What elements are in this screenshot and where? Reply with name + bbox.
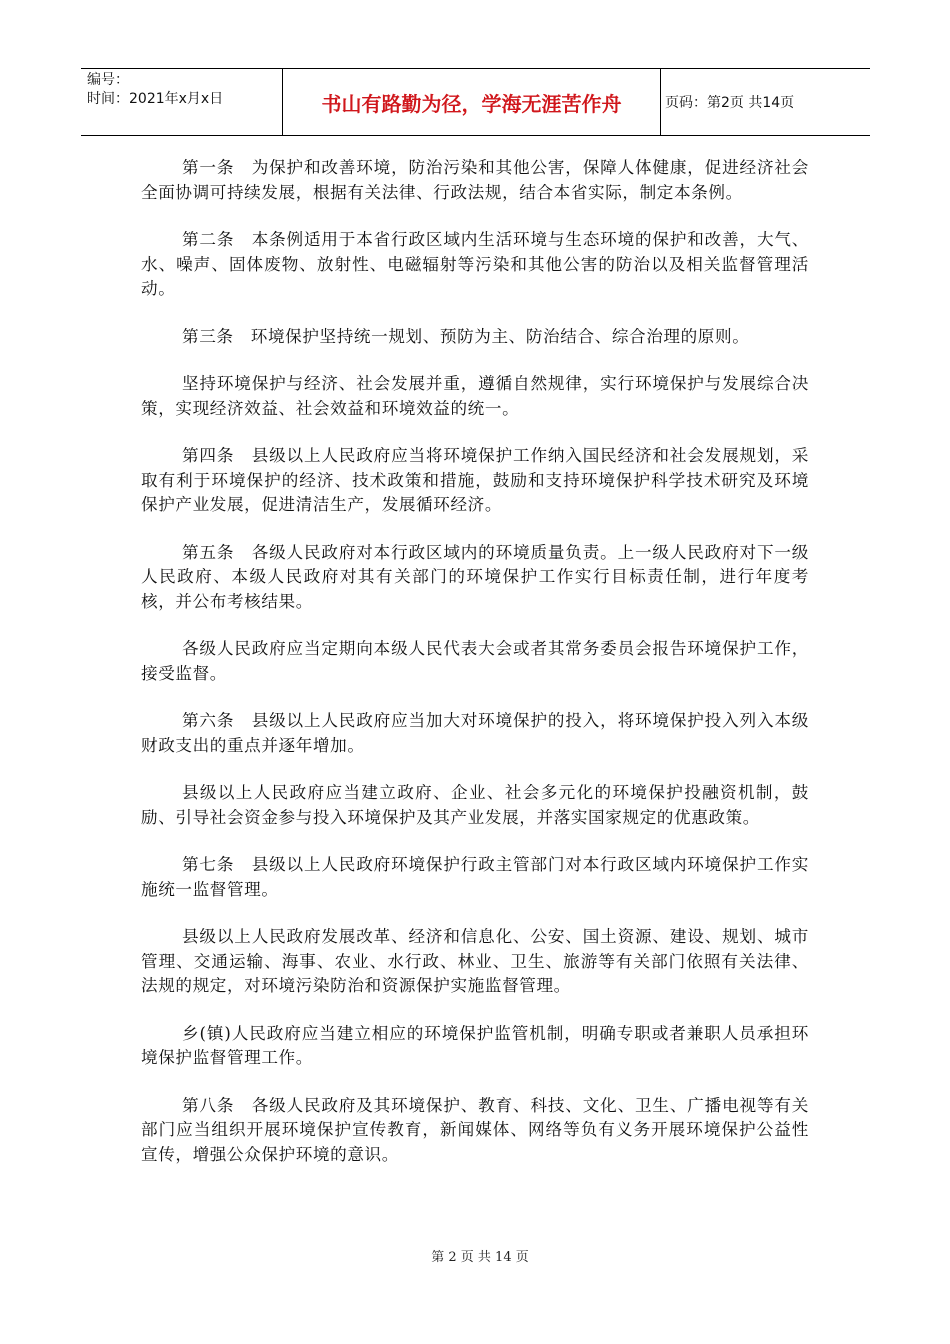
footer-page-number: 第 2 页 共 14 页 bbox=[431, 1250, 529, 1265]
time-label: 时间：2021年x月x日 bbox=[87, 91, 224, 107]
paragraph-article-1: 第一条 为保护和改善环境，防治污染和其他公害，保障人体健康，促进经济社会全面协调可持续发展，根据有关法律、行政法规，结合本省实际，制定本条例。 bbox=[141, 158, 809, 202]
paragraph-article-7-cont-1: 县级以上人民政府发展改革、经济和信息化、公安、国土资源、建设、规划、城市管理、交通运输、海事、农业、水行政、林业、卫生、旅游等有关部门依照有关法律、法规的规定，对环境污染防治和资源保护实施监督管理。 bbox=[141, 927, 809, 995]
header-motto: 书山有路勤为径，学海无涯苦作舟 bbox=[283, 69, 661, 135]
paragraph-article-3-cont: 坚持环境保护与经济、社会发展并重，遵循自然规律，实行环境保护与发展综合决策，实现经济效益、社会效益和环境效益的统一。 bbox=[141, 374, 809, 418]
paragraph-article-5: 第五条 各级人民政府对本行政区域内的环境质量负责。上一级人民政府对下一级人民政府、本级人民政府对其有关部门的环境保护工作实行目标责任制，进行年度考核，并公布考核结果。 bbox=[141, 542, 809, 611]
page-footer bbox=[0, 1246, 950, 1265]
paragraph-article-7: 第七条 县级以上人民政府环境保护行政主管部门对本行政区域内环境保护工作实施统一监督管理。 bbox=[141, 855, 809, 899]
number-label: 编号： bbox=[87, 72, 129, 88]
header-meta bbox=[81, 69, 283, 135]
document-body bbox=[141, 156, 809, 1190]
paragraph-article-5-cont: 各级人民政府应当定期向本级人民代表大会或者其常务委员会报告环境保护工作，接受监督。 bbox=[141, 639, 809, 683]
page-header bbox=[81, 68, 870, 136]
header-page-info: 页码：第2页 共14页 bbox=[665, 95, 795, 111]
paragraph-article-7-cont-2: 乡(镇)人民政府应当建立相应的环境保护监管机制，明确专职或者兼职人员承担环境保护监督管理工作。 bbox=[141, 1023, 809, 1067]
paragraph-article-6: 第六条 县级以上人民政府应当加大对环境保护的投入，将环境保护投入列入本级财政支出的重点并逐年增加。 bbox=[141, 711, 809, 755]
paragraph-article-6-cont: 县级以上人民政府应当建立政府、企业、社会多元化的环境保护投融资机制，鼓励、引导社会资金参与投入环境保护及其产业发展，并落实国家规定的优惠政策。 bbox=[141, 783, 809, 827]
paragraph-article-4: 第四条 县级以上人民政府应当将环境保护工作纳入国民经济和社会发展规划，采取有利于环境保护的经济、技术政策和措施，鼓励和支持环境保护科学技术研究及环境保护产业发展，促进清洁生产，发展循环经济。 bbox=[141, 446, 809, 514]
paragraph-article-3: 第三条 环境保护坚持统一规划、预防为主、防治结合、综合治理的原则。 bbox=[182, 326, 750, 346]
paragraph-article-2: 第二条 本条例适用于本省行政区域内生活环境与生态环境的保护和改善，大气、水、噪声、固体废物、放射性、电磁辐射等污染和其他公害的防治以及相关监督管理活动。 bbox=[141, 230, 809, 298]
paragraph-article-8: 第八条 各级人民政府及其环境保护、教育、科技、文化、卫生、广播电视等有关部门应当组织开展环境保护宣传教育，新闻媒体、网络等负有义务开展环境保护公益性宣传，增强公众保护环境的意识。 bbox=[141, 1095, 809, 1164]
